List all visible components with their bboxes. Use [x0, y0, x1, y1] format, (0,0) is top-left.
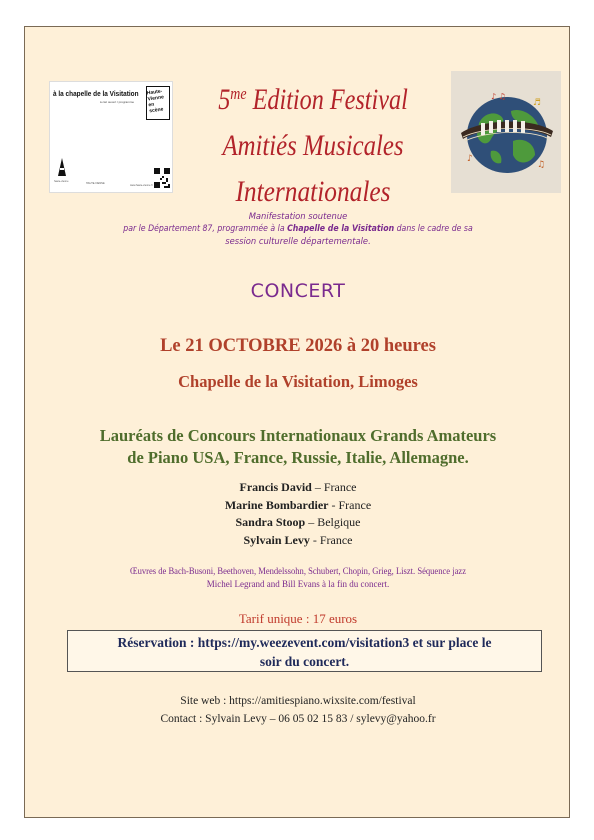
program-works — [25, 565, 571, 590]
flyer-page — [24, 26, 570, 818]
festival-title — [175, 71, 451, 215]
reservation-box — [67, 630, 542, 672]
support-line-2: par le Département 87, programmée à la Chapelle de la Visitation dans le cadre de sa — [123, 223, 473, 234]
chapelle-logo — [49, 81, 173, 193]
works-line-1: Œuvres de Bach-Busoni, Beethoven, Mendelssohn, Schubert, Chopin, Grieg, Liszt. Séquence jazz — [129, 566, 466, 576]
website-link[interactable]: Site web : https://amitiespiano.wixsite.com/festival — [180, 695, 416, 707]
reservation-line-2: soir du concert. — [259, 654, 350, 669]
concert-date: Le 21 OCTOBRE 2026 à 20 heures — [160, 336, 436, 356]
svg-text:♬: ♬ — [533, 98, 542, 108]
performer-item: Sylvain Levy - France — [243, 532, 353, 547]
logo-subtext: à ciel ouvert / programme — [100, 100, 135, 104]
laureats-line-1: Lauréats de Concours Internationaux Grands Amateurs — [99, 426, 497, 445]
logo-text: à la chapelle de la Visitation — [53, 89, 139, 98]
title-line-2: Amitiés Musicales — [222, 130, 404, 162]
amitie-globe-logo — [451, 71, 561, 193]
reservation-line-1[interactable]: Réservation : https://my.weezevent.com/visitation3 et sur place le — [117, 635, 492, 650]
laureats-line-2: de Piano USA, France, Russie, Italie, Allemagne. — [127, 448, 469, 467]
concert-heading: CONCERT — [250, 280, 346, 302]
support-line-3: session culturelle départementale. — [225, 235, 371, 246]
performer-item: Marine Bombardier - France — [224, 497, 372, 512]
globe-illustration-icon — [451, 71, 561, 193]
logo-tiny-right: www.haute-vienne.fr — [130, 184, 153, 187]
logo-tiny-mid: HAUTE-VIENNE — [86, 182, 105, 185]
title-line-3: Internationales — [235, 176, 391, 208]
svg-text:♪ ♫: ♪ ♫ — [491, 92, 506, 101]
badge-logo — [146, 86, 170, 120]
svg-text:♪: ♪ — [467, 154, 473, 164]
support-line-1: Manifestation soutenue — [248, 211, 348, 221]
laureats-description — [25, 425, 571, 469]
qr-code-icon — [154, 168, 170, 188]
support-notice — [45, 210, 551, 247]
works-line-2: Michel Legrand and Bill Evans à la fin du concert. — [206, 578, 390, 589]
performer-item: Sandra Stoop – Belgique — [235, 515, 361, 529]
contact-info — [25, 692, 571, 728]
contact-line[interactable]: Contact : Sylvain Levy – 06 05 02 15 83 / sylevy@yahoo.fr — [160, 713, 436, 725]
concert-venue: Chapelle de la Visitation, Limoges — [178, 372, 418, 391]
svg-text:♫: ♫ — [537, 160, 546, 170]
ticket-price: Tarif unique : 17 euros — [238, 611, 358, 626]
badge-text: Haute-Vienne en scène — [146, 88, 165, 115]
haute-vienne-icon — [56, 156, 68, 178]
performers-list — [25, 479, 571, 549]
logo-tiny-left: haute-vienne — [54, 180, 69, 183]
title-line-1: $5^{me}$ Edition Festival — [218, 84, 408, 116]
performer-item: Francis David – France — [239, 480, 357, 494]
